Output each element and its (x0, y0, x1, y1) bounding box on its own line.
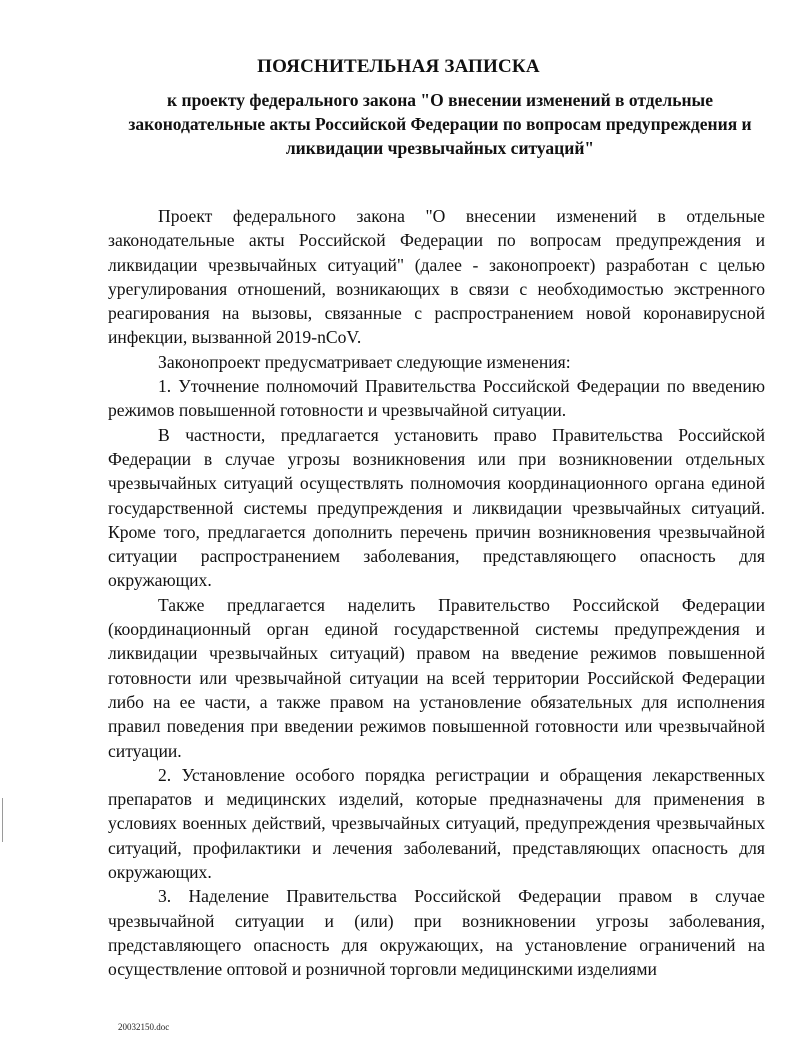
paragraph-intro: Проект федерального закона "О внесении изменений в отдельные законодательные акты Российской Федерации по вопросам предупреждения и ликвидации чрезвычайных ситуаций" (далее - законопроект) разработан с целью урегулирования отношений, возникающих в связи с необходимостью экстренного реагирования на вызовы, связанные с распространением новой коронавирусной инфекции, вызванной 2019-nCoV. (108, 206, 765, 348)
footer-filename: 20032150.doc (118, 1022, 170, 1032)
paragraph-item-2: 2. Установление особого порядка регистрации и обращения лекарственных препаратов и медицинских изделий, которые предназначены для применения в условиях военных действий, чрезвычайных ситуаций, предупреждения чрезвычайных ситуаций, профилактики и лечения заболеваний, представляющих опасность для окружающих. (108, 764, 765, 883)
document-title: ПОЯСНИТЕЛЬНАЯ ЗАПИСКА (257, 56, 540, 77)
document-subtitle: к проекту федерального закона "О внесении изменений в отдельные законодательные акты Российской Федерации по вопросам предупреждения и ликвидации чрезвычайных ситуаций" (128, 90, 752, 158)
paragraph-changes-lead: Законопроект предусматривает следующие изменения: (158, 351, 571, 372)
scan-edge-mark (2, 798, 3, 842)
paragraph-item-1-extra: Также предлагается наделить Правительство Российской Федерации (координационный орган единой государственной системы предупреждения и ликвидации чрезвычайных ситуаций) правом на введение режимов повышенной готовности или чрезвычайной ситуации на всей территории Российской Федерации либо на ее части, а также правом на установление обязательных для исполнения правил поведения при введении режимов повышенной готовности или чрезвычайной ситуации. (108, 594, 765, 761)
paragraph-item-1: 1. Уточнение полномочий Правительства Российской Федерации по введению режимов повышенной готовности и чрезвычайной ситуации. (108, 376, 765, 421)
document-body (108, 204, 765, 982)
paragraph-item-3: 3. Наделение Правительства Российской Федерации правом в случае чрезвычайной ситуации и (или) при возникновении угрозы заболевания, представляющего опасность для окружающих, на установление ограничений на осуществление оптовой и розничной торговли медицинскими изделиями (108, 886, 765, 980)
paragraph-item-1-details: В частности, предлагается установить право Правительства Российской Федерации в случае угрозы возникновения или при возникновении отдельных чрезвычайных ситуаций осуществлять полномочия координационного органа единой государственной системы предупреждения и ликвидации чрезвычайных ситуаций. Кроме того, предлагается дополнить перечень причин возникновения чрезвычайной ситуации распространением заболевания, представляющего опасность для окружающих. (108, 424, 765, 591)
